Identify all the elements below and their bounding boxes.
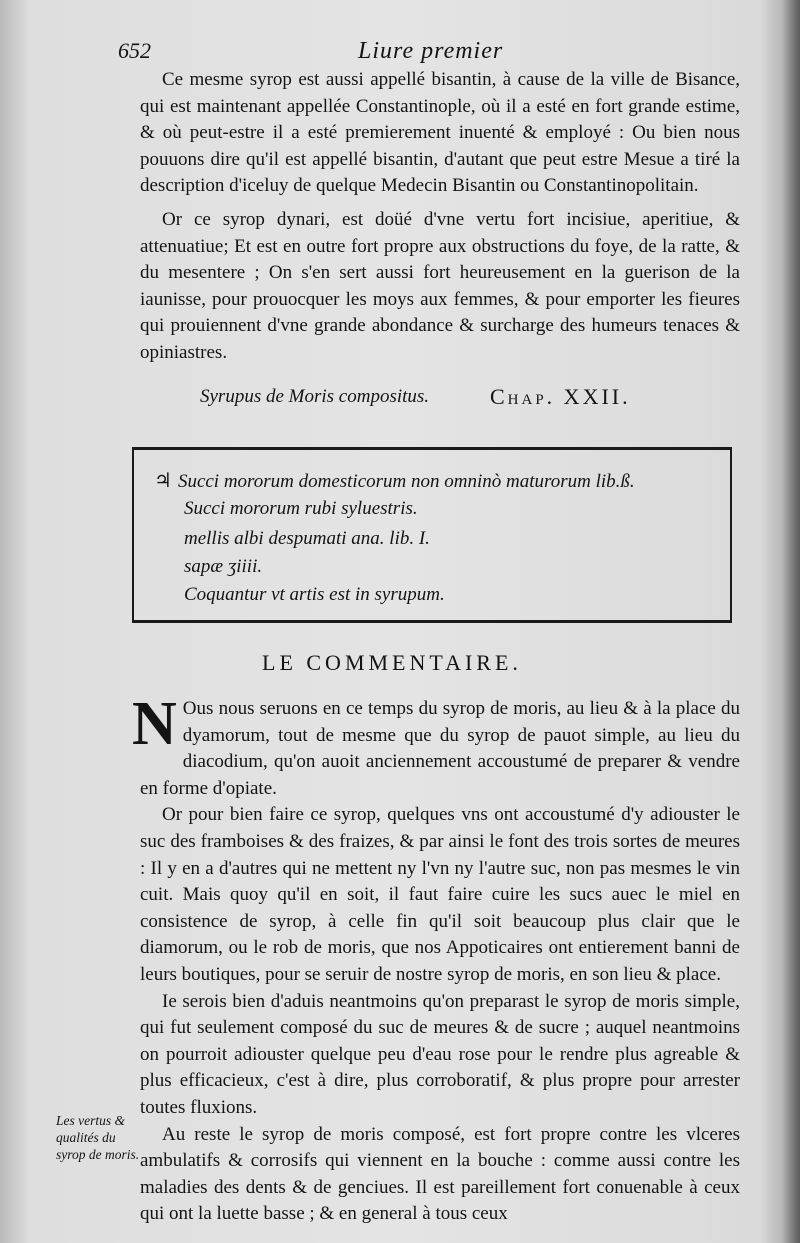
recipe-line-4: sapæ ʒiiii. <box>184 556 263 577</box>
paragraph <box>132 690 740 802</box>
commentary-title: LE COMMENTAIRE. <box>262 650 522 675</box>
page-shadow <box>782 0 800 1243</box>
paragraph: Ce mesme syrop est aussi appellé bisantin, à cause de la ville de Bisance, qui est maintenant appellée Constantinople, où il a esté en fort grande estime, & où peut-estre il a esté premierement inuenté & employé : Ou bien nous pouuons dire qu'il est appellé bisantin, d'autant que peut estre Mesue a tiré la description d'iceluy de quelque Medecin Bisantin ou Constantinopolitain. <box>140 69 740 197</box>
commentary-body <box>132 690 740 1228</box>
recipe-line-2: Succi mororum rubi syluestris. <box>184 498 418 519</box>
recipe-line-3: mellis albi despumati ana. lib. I. <box>184 528 430 549</box>
page-header <box>118 38 758 68</box>
paragraph: Ie serois bien d'aduis neantmoins qu'on preparast le syrop de moris simple, qui fut seulement composé du suc de meures & de sucre ; auquel neantmoins on pourroit adiouster quelque peu d'eau rose pour le rendre plus agreable & plus efficacieux, c'est à dire, plus corroboratif, & plus propre pour arrester toutes fluxions. <box>140 990 740 1118</box>
recipe-symbol: ♃ <box>154 470 172 492</box>
page-number: 652 <box>118 38 151 63</box>
chapter-label: Chap. XXII. <box>490 384 631 409</box>
intro-paragraph-2 <box>140 207 740 367</box>
margin-note: Les vertus & qualités du syrop de moris. <box>56 1113 140 1162</box>
paragraph: Or pour bien faire ce syrop, quelques vns ont accoustumé d'y adiouster le suc des framboises & des fraizes, & par ainsi le font des trois sortes de meures : Il y en a d'autres qui ne mettent ny l'vn ny l'autre suc, non pas mesmes le vin cuit. Mais quoy qu'il en soit, il faut faire cuire les sucs auec le miel en consistence de syrop, à celle fin qu'il soit beaucoup plus clair que le diamorum, ou le rob de moris, que nos Appoticaires ont entierement banni de leurs boutiques, pour se seruir de nostre syrop de moris, en son lieu & place. <box>140 804 740 985</box>
intro-paragraph-1 <box>140 67 740 200</box>
paragraph: Au reste le syrop de moris composé, est fort propre contre les vlceres ambulatifs & corrosifs qui viennent en la bouche : comme aussi contre les maladies des dents & de genciues. Il est pareillement fort conuenable à ceux qui ont la luette basse ; & en general à tous ceux <box>140 1123 740 1225</box>
chapter-title: Syrupus de Moris compositus. <box>200 386 430 407</box>
recipe-line-1 <box>154 468 635 493</box>
bleed-through-text <box>10 105 120 121</box>
chapter-heading <box>200 384 670 414</box>
drop-cap: N <box>132 690 177 758</box>
paragraph-text: Ous nous seruons en ce temps du syrop de moris, au lieu & à la place du dyamorum, tout de mesme que du syrop de pauot simple, au lieu du diacodium, qu'on auoit anciennement accoustumé de preparer & vendre en forme d'opiate. <box>140 698 740 799</box>
recipe-box <box>132 447 732 623</box>
running-head: Liure premier <box>358 38 504 64</box>
recipe-line-text: Succi mororum domesticorum non omninò maturorum lib.ß. <box>177 471 635 492</box>
paragraph: Or ce syrop dynari, est doüé d'vne vertu fort incisiue, aperitiue, & attenuatiue; Et est en outre fort propre aux obstructions du foye, de la ratte, & du mesentere ; On s'en sert aussi fort heureusement en la guerison de la iaunisse, pour prouocquer les moys aux femmes, & pour emporter les fieures qui prouiennent d'vne grande abondance & surcharge des humeurs tenaces & opiniastres. <box>140 209 740 363</box>
recipe-line-5: Coquantur vt artis est in syrupum. <box>184 584 445 605</box>
